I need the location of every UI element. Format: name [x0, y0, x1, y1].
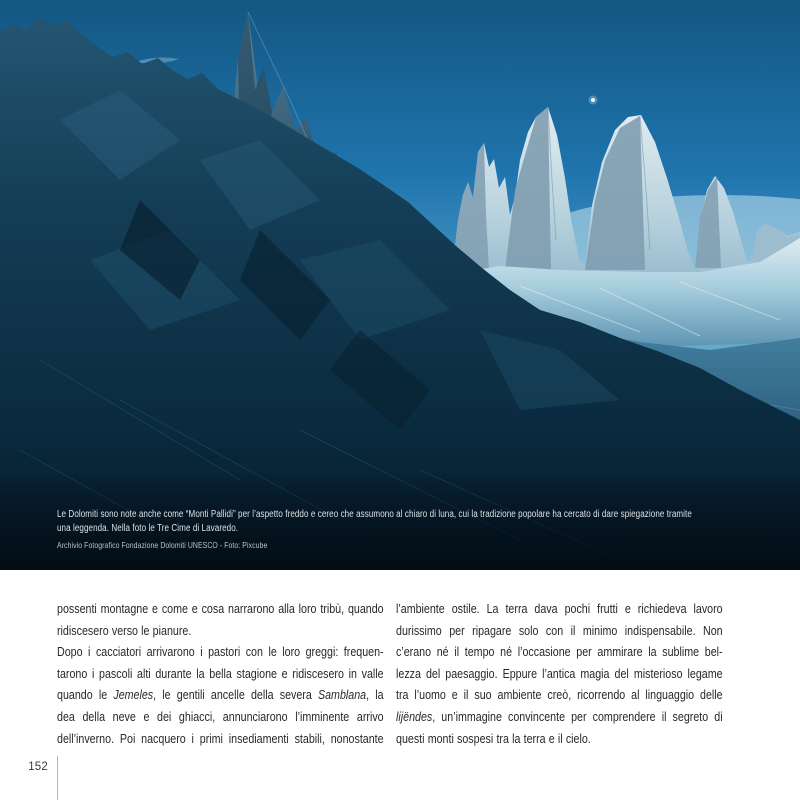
photo-caption-line1: Le Dolomiti sono note anche come “Monti Pallidi” per l’aspetto freddo e cereo che assumono al chiaro di luna, cui la tradizione popolare ha cercato di dare spiegazione tramite [57, 509, 692, 520]
text-line: questi monti sospesi tra la terra e il cielo. [396, 731, 591, 746]
moon [589, 96, 598, 105]
text-line: possenti montagne e come e cosa narrarono alla loro tribù, quando [57, 602, 384, 616]
photo-caption [57, 508, 713, 552]
text-line: tarono i pascoli alti durante la bella stagione e ridiscesero in valle [57, 666, 384, 681]
text-line: lijëndes, un’immagine convincente per comprendere il segreto di [396, 709, 723, 724]
body-text-left-column [57, 599, 384, 750]
text-line: tra l’uomo e il suo ambiente creò, ricorrendo al linguaggio delle [396, 688, 723, 703]
page-number: 152 [28, 761, 48, 773]
text-line: l’ambiente ostile. La terra dava pochi frutti e richiedeva lavoro [396, 602, 723, 616]
text-line: Dopo i cacciatori arrivarono i pastori con le loro greggi: frequen- [57, 645, 384, 660]
photo-caption-line2: una leggenda. Nella foto le Tre Cime di Lavaredo. [57, 522, 239, 534]
body-text-right-column [396, 599, 723, 750]
folio-rule [57, 756, 58, 800]
text-line: c’erano né il tempo né l’occasione per ammirare la sublime bel- [396, 645, 723, 660]
text-line: dell’inverno. Poi nacquero i primi insediamenti stabili, nonostante [57, 731, 384, 746]
text-line: dea della neve e dei ghiacci, annunciarono l’imminente arrivo [57, 709, 384, 724]
text-line: durissimo per ripagare solo con il minimo indispensabile. Non [396, 623, 723, 638]
text-line: ridiscesero verso le pianure. [57, 623, 192, 638]
text-line: lezza del paesaggio. Eppure l’antica magia del misterioso legame [396, 666, 723, 681]
photo-credit: Archivio Fotografico Fondazione Dolomiti UNESCO - Foto: Pixcube [57, 539, 268, 550]
text-line: quando le Jemeles, le gentili ancelle della severa Samblana, la [57, 688, 384, 703]
